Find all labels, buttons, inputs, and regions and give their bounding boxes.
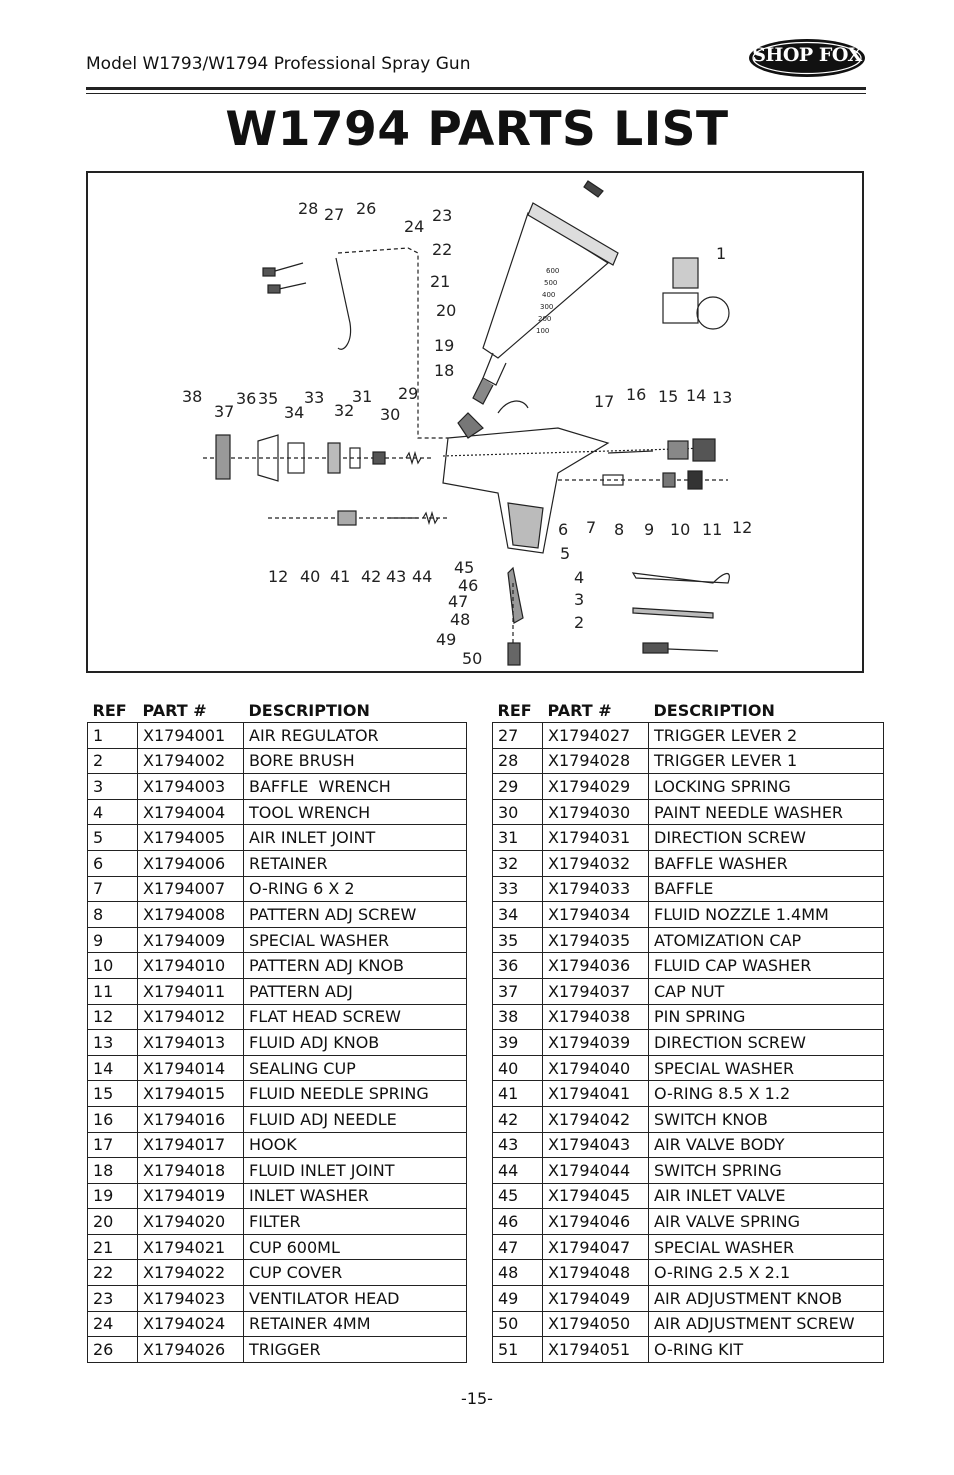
cell-ref: 47	[493, 1234, 543, 1260]
cell-description: O-RING 2.5 X 2.1	[649, 1260, 884, 1286]
table-row	[493, 723, 884, 749]
cell-part: X1794004	[138, 799, 244, 825]
table-row	[493, 799, 884, 825]
callout-label: 23	[432, 206, 453, 225]
callout-label: 15	[658, 387, 679, 406]
table-row	[88, 1132, 467, 1158]
table-row	[88, 1055, 467, 1081]
callout-label: 27	[324, 205, 345, 224]
cell-part: X1794050	[543, 1311, 649, 1337]
table-row	[88, 1081, 467, 1107]
table-row	[493, 1081, 884, 1107]
cell-ref: 1	[88, 723, 138, 749]
table-row	[88, 876, 467, 902]
model-header: Model W1793/W1794 Professional Spray Gun	[86, 54, 471, 74]
parts-table-left	[87, 698, 467, 1363]
cell-description: TOOL WRENCH	[244, 799, 467, 825]
cell-part: X1794012	[138, 1004, 244, 1030]
cell-description: TRIGGER LEVER 1	[649, 748, 884, 774]
cup-volume-mark: 400	[542, 291, 556, 299]
cell-part: X1794017	[138, 1132, 244, 1158]
cell-part: X1794037	[543, 978, 649, 1004]
table-row	[88, 723, 467, 749]
callout-label: 6	[558, 520, 569, 539]
trigger-drawing	[336, 258, 351, 349]
cup-volume-mark: 500	[544, 279, 558, 287]
table-row	[88, 1337, 467, 1363]
callout-label: 47	[448, 592, 469, 611]
cell-description: BORE BRUSH	[244, 748, 467, 774]
cell-ref: 27	[493, 723, 543, 749]
cell-part: X1794032	[543, 850, 649, 876]
cell-description: BAFFLE WASHER	[649, 850, 884, 876]
cell-description: PIN SPRING	[649, 1004, 884, 1030]
cell-description: CUP COVER	[244, 1260, 467, 1286]
cell-ref: 16	[88, 1106, 138, 1132]
cell-ref: 2	[88, 748, 138, 774]
cell-description: FLUID NEEDLE SPRING	[244, 1081, 467, 1107]
table-row	[88, 1260, 467, 1286]
callout-label: 13	[712, 388, 733, 407]
cell-ref: 30	[493, 799, 543, 825]
cell-ref: 11	[88, 978, 138, 1004]
cell-ref: 24	[88, 1311, 138, 1337]
logo-text: SHOP FOX	[752, 44, 862, 66]
cell-description: O-RING 6 X 2	[244, 876, 467, 902]
callout-label: 1	[716, 244, 727, 263]
cell-description: SPECIAL WASHER	[649, 1234, 884, 1260]
cell-description: LOCKING SPRING	[649, 774, 884, 800]
table-row	[493, 1311, 884, 1337]
cell-part: X1794042	[543, 1106, 649, 1132]
cell-part: X1794036	[543, 953, 649, 979]
cell-ref: 17	[88, 1132, 138, 1158]
cell-description: INLET WASHER	[244, 1183, 467, 1209]
callout-label: 21	[430, 272, 451, 291]
table-row	[493, 1183, 884, 1209]
callout-label: 38	[182, 387, 203, 406]
table-row	[493, 1055, 884, 1081]
callout-label: 20	[436, 301, 457, 320]
cell-description: FLAT HEAD SCREW	[244, 1004, 467, 1030]
callout-label: 19	[434, 336, 455, 355]
callout-label: 11	[702, 520, 723, 539]
cell-part: X1794008	[138, 902, 244, 928]
table-row	[493, 1030, 884, 1056]
cell-ref: 43	[493, 1132, 543, 1158]
cell-ref: 13	[88, 1030, 138, 1056]
cell-part: X1794002	[138, 748, 244, 774]
cell-part: X1794007	[138, 876, 244, 902]
cell-ref: 15	[88, 1081, 138, 1107]
cell-ref: 9	[88, 927, 138, 953]
cell-description: HOOK	[244, 1132, 467, 1158]
callout-label: 35	[258, 389, 279, 408]
cell-description: FLUID ADJ NEEDLE	[244, 1106, 467, 1132]
cell-part: X1794031	[543, 825, 649, 851]
cell-description: SPECIAL WASHER	[244, 927, 467, 953]
cell-description: AIR VALVE BODY	[649, 1132, 884, 1158]
cup-volume-mark: 300	[540, 303, 554, 311]
cell-ref: 38	[493, 1004, 543, 1030]
header-part: PART #	[142, 700, 207, 720]
cell-part: X1794021	[138, 1234, 244, 1260]
cell-part: X1794040	[543, 1055, 649, 1081]
callout-label: 31	[352, 387, 373, 406]
cell-description: RETAINER	[244, 850, 467, 876]
cell-ref: 10	[88, 953, 138, 979]
cell-part: X1794023	[138, 1286, 244, 1312]
table-header-row	[493, 698, 884, 723]
callout-label: 2	[574, 613, 585, 632]
cell-ref: 36	[493, 953, 543, 979]
cell-description: ATOMIZATION CAP	[649, 927, 884, 953]
cell-ref: 7	[88, 876, 138, 902]
cell-ref: 50	[493, 1311, 543, 1337]
callout-label: 16	[626, 385, 647, 404]
cell-ref: 46	[493, 1209, 543, 1235]
callout-label: 18	[434, 361, 455, 380]
header-ref: REF	[92, 700, 127, 720]
callout-label: 46	[458, 576, 479, 595]
cell-ref: 12	[88, 1004, 138, 1030]
callout-label: 42	[361, 567, 382, 586]
cell-ref: 32	[493, 850, 543, 876]
table-row	[88, 978, 467, 1004]
table-row	[88, 1183, 467, 1209]
table-row	[493, 1132, 884, 1158]
callout-label: 33	[304, 388, 325, 407]
table-row	[493, 748, 884, 774]
callout-label: 12	[268, 567, 289, 586]
cell-part: X1794041	[543, 1081, 649, 1107]
cell-part: X1794018	[138, 1158, 244, 1184]
table-row	[88, 1106, 467, 1132]
cell-ref: 26	[88, 1337, 138, 1363]
cell-description: SPECIAL WASHER	[649, 1055, 884, 1081]
cell-ref: 45	[493, 1183, 543, 1209]
cell-ref: 18	[88, 1158, 138, 1184]
cell-part: X1794013	[138, 1030, 244, 1056]
cell-part: X1794030	[543, 799, 649, 825]
parts-table-right	[492, 698, 884, 1363]
cell-description: DIRECTION SCREW	[649, 1030, 884, 1056]
cell-part: X1794016	[138, 1106, 244, 1132]
callout-label: 26	[356, 199, 377, 218]
callout-label: 24	[404, 217, 425, 236]
cell-ref: 4	[88, 799, 138, 825]
cell-ref: 20	[88, 1209, 138, 1235]
cell-ref: 37	[493, 978, 543, 1004]
cell-description: SWITCH SPRING	[649, 1158, 884, 1184]
cell-description: BAFFLE	[649, 876, 884, 902]
cell-description: SEALING CUP	[244, 1055, 467, 1081]
cell-part: X1794003	[138, 774, 244, 800]
callout-label: 45	[454, 558, 475, 577]
table-row	[88, 1209, 467, 1235]
cell-description: CUP 600ML	[244, 1234, 467, 1260]
table-row	[493, 978, 884, 1004]
table-row	[88, 927, 467, 953]
tool-wrench-drawing	[633, 573, 729, 583]
header-ref: REF	[497, 700, 532, 720]
cell-part: X1794027	[543, 723, 649, 749]
cell-ref: 14	[88, 1055, 138, 1081]
cell-part: X1794035	[543, 927, 649, 953]
cell-description: AIR ADJUSTMENT SCREW	[649, 1311, 884, 1337]
cell-part: X1794014	[138, 1055, 244, 1081]
cell-ref: 34	[493, 902, 543, 928]
cell-part: X1794028	[543, 748, 649, 774]
cell-description: BAFFLE WRENCH	[244, 774, 467, 800]
cell-part: X1794010	[138, 953, 244, 979]
callout-label: 29	[398, 384, 419, 403]
table-row	[88, 850, 467, 876]
cell-ref: 35	[493, 927, 543, 953]
cell-part: X1794043	[543, 1132, 649, 1158]
cell-part: X1794047	[543, 1234, 649, 1260]
cell-ref: 23	[88, 1286, 138, 1312]
cell-description: FLUID ADJ KNOB	[244, 1030, 467, 1056]
callout-label: 48	[450, 610, 471, 629]
cell-description: O-RING 8.5 X 1.2	[649, 1081, 884, 1107]
table-row	[88, 953, 467, 979]
cell-part: X1794005	[138, 825, 244, 851]
table-row	[493, 1158, 884, 1184]
cell-ref: 31	[493, 825, 543, 851]
cell-description: PATTERN ADJ SCREW	[244, 902, 467, 928]
cell-part: X1794024	[138, 1311, 244, 1337]
cell-description: AIR VALVE SPRING	[649, 1209, 884, 1235]
callout-label: 10	[670, 520, 691, 539]
callout-label: 28	[298, 199, 319, 218]
spray-gun-drawing	[88, 173, 866, 675]
air-regulator-drawing	[663, 258, 729, 329]
cell-ref: 51	[493, 1337, 543, 1363]
cell-description: AIR ADJUSTMENT KNOB	[649, 1286, 884, 1312]
cell-part: X1794051	[543, 1337, 649, 1363]
header-rule-thin	[86, 93, 866, 94]
table-row	[493, 1209, 884, 1235]
table-row	[493, 1337, 884, 1363]
table-row	[88, 1311, 467, 1337]
cell-description: FLUID CAP WASHER	[649, 953, 884, 979]
cell-ref: 39	[493, 1030, 543, 1056]
cell-part: X1794046	[543, 1209, 649, 1235]
table-row	[88, 1286, 467, 1312]
callout-label: 7	[586, 518, 597, 537]
cell-part: X1794022	[138, 1260, 244, 1286]
table-row	[493, 1234, 884, 1260]
callout-label: 34	[284, 403, 305, 422]
cell-description: PATTERN ADJ	[244, 978, 467, 1004]
cell-ref: 33	[493, 876, 543, 902]
cell-description: SWITCH KNOB	[649, 1106, 884, 1132]
callout-label: 4	[574, 568, 585, 587]
table-row	[493, 825, 884, 851]
cell-ref: 29	[493, 774, 543, 800]
callout-label: 30	[380, 405, 401, 424]
cell-part: X1794049	[543, 1286, 649, 1312]
header-part: PART #	[547, 700, 612, 720]
cell-description: AIR INLET JOINT	[244, 825, 467, 851]
cell-ref: 40	[493, 1055, 543, 1081]
cell-description: PAINT NEEDLE WASHER	[649, 799, 884, 825]
table-row	[88, 1030, 467, 1056]
cup-volume-mark: 200	[538, 315, 552, 323]
cell-description: FLUID NOZZLE 1.4MM	[649, 902, 884, 928]
cell-part: X1794033	[543, 876, 649, 902]
cell-ref: 3	[88, 774, 138, 800]
table-row	[493, 902, 884, 928]
callout-label: 41	[330, 567, 351, 586]
cell-part: X1794009	[138, 927, 244, 953]
callout-label: 40	[300, 567, 321, 586]
header-description: DESCRIPTION	[248, 700, 370, 720]
cell-ref: 49	[493, 1286, 543, 1312]
callout-label: 8	[614, 520, 625, 539]
table-row	[88, 748, 467, 774]
table-row	[88, 902, 467, 928]
cell-ref: 44	[493, 1158, 543, 1184]
cell-part: X1794044	[543, 1158, 649, 1184]
cell-description: FILTER	[244, 1209, 467, 1235]
callout-label: 43	[386, 567, 407, 586]
callout-label: 50	[462, 649, 483, 668]
cell-part: X1794048	[543, 1260, 649, 1286]
callout-label: 3	[574, 590, 585, 609]
cell-description: PATTERN ADJ KNOB	[244, 953, 467, 979]
cell-ref: 21	[88, 1234, 138, 1260]
cell-part: X1794029	[543, 774, 649, 800]
cell-part: X1794020	[138, 1209, 244, 1235]
cell-ref: 28	[493, 748, 543, 774]
callout-label: 32	[334, 401, 355, 420]
cell-description: DIRECTION SCREW	[649, 825, 884, 851]
table-row	[493, 1286, 884, 1312]
table-header-row	[88, 698, 467, 723]
callout-label: 49	[436, 630, 457, 649]
table-row	[493, 953, 884, 979]
callout-label: 14	[686, 386, 707, 405]
cell-description: AIR REGULATOR	[244, 723, 467, 749]
cell-part: X1794034	[543, 902, 649, 928]
cell-part: X1794026	[138, 1337, 244, 1363]
cell-description: TRIGGER LEVER 2	[649, 723, 884, 749]
table-row	[88, 1004, 467, 1030]
cell-ref: 5	[88, 825, 138, 851]
cell-description: TRIGGER	[244, 1337, 467, 1363]
callout-label: 22	[432, 240, 453, 259]
cell-part: X1794011	[138, 978, 244, 1004]
table-row	[493, 1260, 884, 1286]
cell-ref: 48	[493, 1260, 543, 1286]
cell-part: X1794006	[138, 850, 244, 876]
cell-ref: 6	[88, 850, 138, 876]
callout-label: 5	[560, 544, 571, 563]
cell-part: X1794001	[138, 723, 244, 749]
table-row	[493, 876, 884, 902]
cell-ref: 41	[493, 1081, 543, 1107]
table-row	[493, 774, 884, 800]
table-row	[88, 1158, 467, 1184]
cell-description: RETAINER 4MM	[244, 1311, 467, 1337]
shop-fox-logo	[748, 38, 866, 78]
table-row	[493, 1004, 884, 1030]
callout-label: 36	[236, 389, 257, 408]
header-rule-thick	[86, 87, 866, 90]
cell-description: CAP NUT	[649, 978, 884, 1004]
cup-volume-mark: 100	[536, 327, 550, 335]
cell-part: X1794019	[138, 1183, 244, 1209]
cell-description: AIR INLET VALVE	[649, 1183, 884, 1209]
page-title: W1794 PARTS LIST	[225, 102, 729, 157]
cell-description: VENTILATOR HEAD	[244, 1286, 467, 1312]
cell-part: X1794015	[138, 1081, 244, 1107]
cell-part: X1794039	[543, 1030, 649, 1056]
cup-volume-mark: 600	[546, 267, 560, 275]
cell-ref: 42	[493, 1106, 543, 1132]
table-row	[493, 1106, 884, 1132]
page-number: -15-	[461, 1389, 493, 1408]
table-row	[88, 774, 467, 800]
header-description: DESCRIPTION	[653, 700, 775, 720]
cell-ref: 8	[88, 902, 138, 928]
callout-label: 17	[594, 392, 615, 411]
table-row	[88, 799, 467, 825]
cell-part: X1794045	[543, 1183, 649, 1209]
cell-ref: 22	[88, 1260, 138, 1286]
callout-label: 9	[644, 520, 655, 539]
table-row	[88, 825, 467, 851]
table-row	[493, 927, 884, 953]
cell-ref: 19	[88, 1183, 138, 1209]
callout-label: 12	[732, 518, 753, 537]
cell-description: O-RING KIT	[649, 1337, 884, 1363]
callout-label: 37	[214, 402, 235, 421]
table-row	[88, 1234, 467, 1260]
exploded-parts-diagram	[86, 171, 864, 673]
cell-description: FLUID INLET JOINT	[244, 1158, 467, 1184]
callout-label: 44	[412, 567, 433, 586]
cell-part: X1794038	[543, 1004, 649, 1030]
table-row	[493, 850, 884, 876]
